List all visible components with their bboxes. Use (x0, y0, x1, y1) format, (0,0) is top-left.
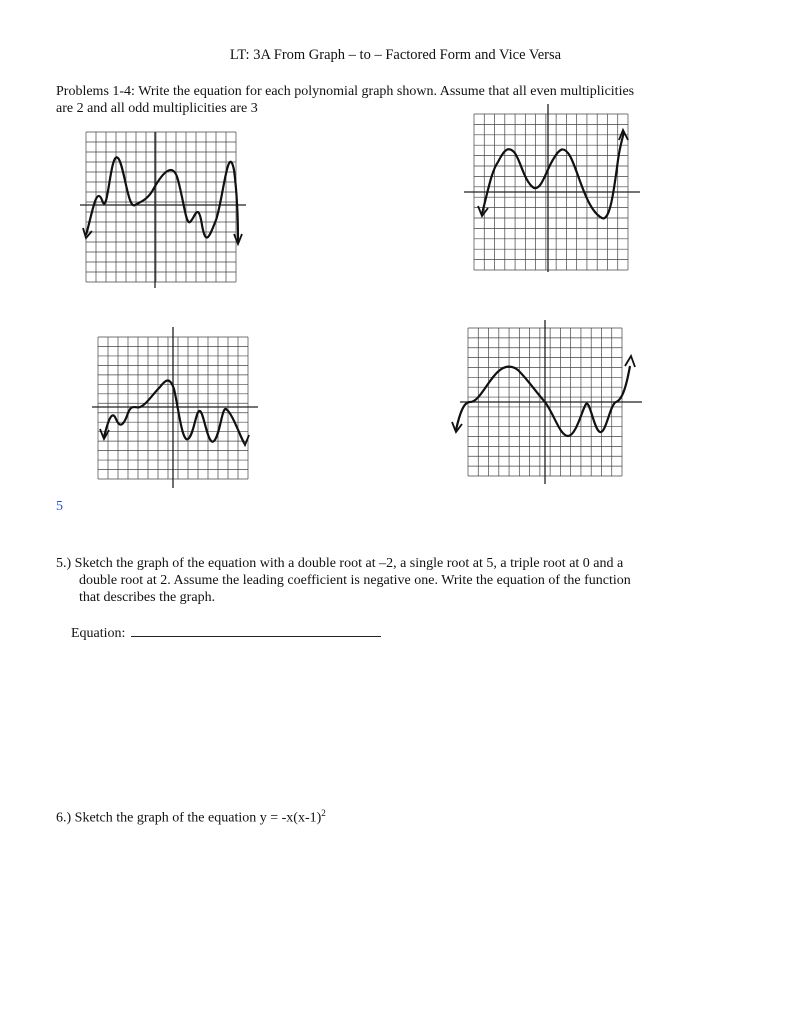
question-5-line-1: 5.) Sketch the graph of the equation with a double root at –2, a single root at 5, a triple root at 0 and a (56, 556, 624, 571)
polynomial-curve (456, 366, 630, 436)
question-6-text: 6.) Sketch the graph of the equation y = -x(x-1) (56, 810, 322, 826)
page-number-link[interactable]: 5 (56, 499, 63, 514)
page-title: LT: 3A From Graph – to – Factored Form and Vice Versa (229, 47, 562, 63)
equation-answer-blank[interactable] (131, 624, 381, 637)
graph-4 (450, 318, 645, 486)
polynomial-curve (104, 381, 244, 444)
question-5-line-2: double root at 2. Assume the leading coefficient is negative one. Write the equation of the function (79, 573, 631, 588)
graph-2 (462, 100, 642, 275)
polynomial-curve (86, 157, 238, 242)
question-6-exponent: 2 (321, 808, 326, 818)
question-5 (56, 555, 726, 606)
question-5-line-3: that describes the graph. (79, 590, 216, 605)
right-arrow-icon (625, 356, 635, 367)
equation-label: Equation: (71, 626, 126, 641)
instructions-line-2: are 2 and all odd multiplicities are 3 (56, 101, 258, 116)
equation-row (71, 624, 381, 642)
graph-1 (78, 130, 248, 290)
instructions-line-1: Problems 1-4: Write the equation for each polynomial graph shown. Assume that all even multiplicities (56, 84, 635, 99)
question-6 (56, 808, 326, 827)
graph-3 (90, 325, 260, 490)
grid-lines (86, 132, 236, 282)
